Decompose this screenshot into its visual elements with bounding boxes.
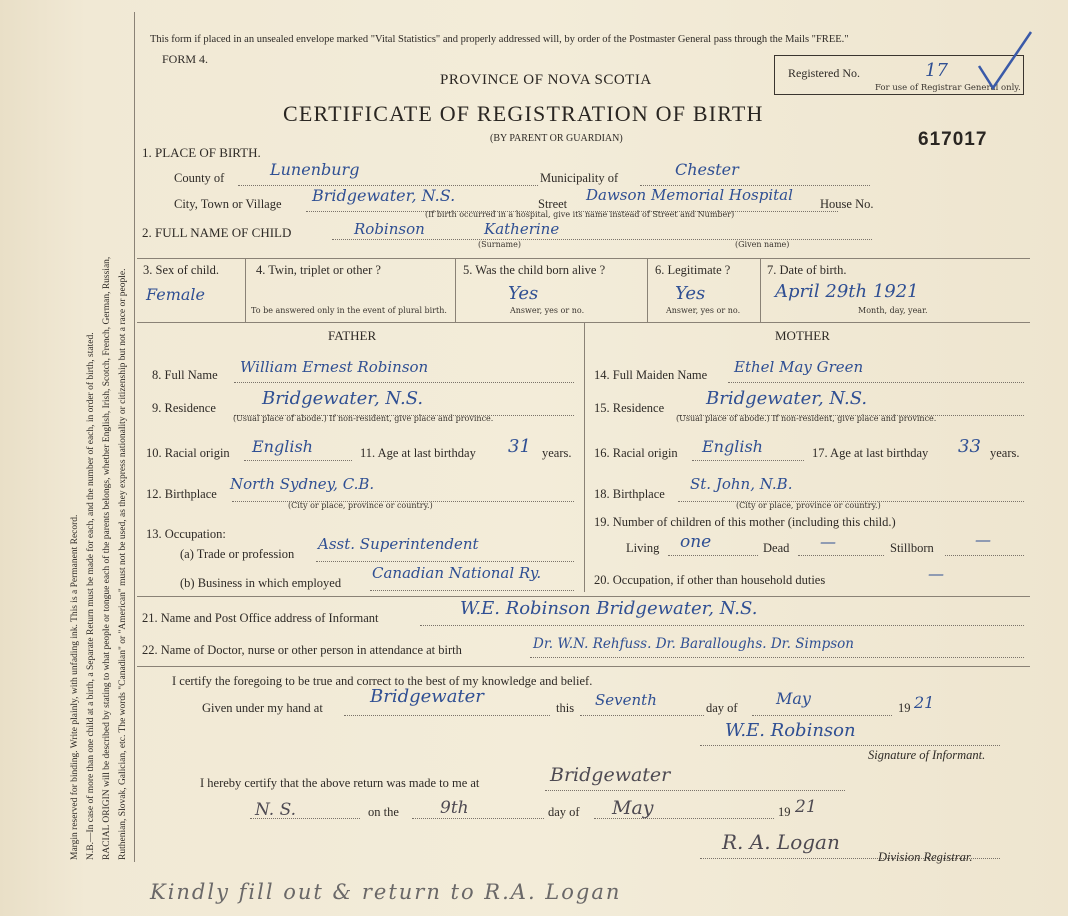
mother-heading: MOTHER (775, 328, 830, 343)
month-value: May (776, 689, 811, 708)
registrar-day-of-label: day of (548, 805, 580, 819)
alive-value: Yes (508, 283, 539, 304)
blue-check-mark (975, 30, 1035, 90)
street-label: Street (538, 197, 568, 211)
municipality-label: Municipality of (540, 171, 619, 185)
legit-note: Answer, yes or no. (666, 306, 741, 315)
father-birthplace: North Sydney, C.B. (230, 475, 375, 493)
informant-signature: W.E. Robinson (725, 720, 856, 741)
legit-label: 6. Legitimate ? (655, 263, 731, 277)
margin-note-1: Margin reserved for binding. Write plainly, with unfading ink. This is a Permanent Record. (70, 514, 80, 860)
alive-label: 5. Was the child born alive ? (463, 263, 606, 277)
mother-years: years. (990, 446, 1020, 460)
mother-age: 33 (958, 436, 981, 457)
certificate-subtitle: (BY PARENT OR GUARDIAN) (490, 133, 623, 144)
given-caption: (Given name) (735, 240, 790, 249)
sex-label: 3. Sex of child. (143, 263, 220, 277)
living-label: Living (626, 541, 660, 555)
father-racial-label: 10. Racial origin (146, 446, 230, 460)
registrar-month: May (612, 797, 654, 819)
dead-value: — (820, 532, 836, 551)
father-heading: FATHER (328, 328, 377, 343)
father-birthplace-note: (City or place, province or country.) (288, 501, 433, 510)
legit-value: Yes (675, 283, 706, 304)
registrar-place: Bridgewater (550, 764, 671, 786)
mother-residence: Bridgewater, N.S. (706, 388, 868, 409)
municipality-value: Chester (675, 160, 739, 179)
father-name-label: 8. Full Name (152, 368, 218, 382)
date-label: 7. Date of birth. (767, 263, 847, 277)
mother-name-label: 14. Full Maiden Name (594, 368, 708, 382)
certificate-title: CERTIFICATE OF REGISTRATION OF BIRTH (283, 101, 764, 126)
father-racial: English (252, 437, 313, 456)
place-of-birth-label: 1. PLACE OF BIRTH. (142, 145, 261, 160)
mother-residence-label: 15. Residence (594, 401, 665, 415)
day-value: Seventh (595, 691, 657, 709)
informant-value: W.E. Robinson Bridgewater, N.S. (460, 598, 758, 619)
margin-note-2: N.B.—In case of more than one child at a birth, a Separate Return must be made for each, and the number of each, in order of birth, stated. (86, 332, 96, 860)
street-value: Dawson Memorial Hospital (586, 186, 793, 204)
father-residence-note: (Usual place of abode.) If non-resident, give place and province. (233, 414, 494, 423)
margin-note-4: Ruthenian, Slovak, Galician, etc. The words "Canadian" or "American" must not be used, as they express nationality or citizenship but not a race or people. (118, 268, 128, 860)
registrar-statement: I hereby certify that the above return was made to me at (200, 776, 480, 790)
this-label: this (556, 701, 575, 715)
registrar-signature: R. A. Logan (722, 830, 840, 854)
mother-birthplace: St. John, N.B. (690, 475, 793, 493)
father-birthplace-label: 12. Birthplace (146, 487, 217, 501)
year-prefix: 19 (898, 701, 911, 715)
mother-racial-label: 16. Racial origin (594, 446, 678, 460)
attendant-label: 22. Name of Doctor, nurse or other person in attendance at birth (142, 643, 462, 657)
registrar-use-note: For use of Registrar General only. (875, 83, 1021, 93)
mother-racial: English (702, 437, 763, 456)
father-residence-label: 9. Residence (152, 401, 216, 415)
father-age: 31 (508, 436, 531, 457)
father-age-label: 11. Age at last birthday (360, 446, 476, 460)
province-title: PROVINCE OF NOVA SCOTIA (440, 72, 652, 88)
trade-label: (a) Trade or profession (180, 547, 295, 561)
registrar-year-prefix: 19 (778, 805, 791, 819)
mother-residence-note: (Usual place of abode.) If non-resident, give place and province. (676, 414, 937, 423)
mother-birthplace-note: (City or place, province or country.) (736, 501, 881, 510)
father-residence: Bridgewater, N.S. (262, 388, 424, 409)
stillborn-label: Stillborn (890, 541, 934, 555)
mother-occupation: — (928, 564, 944, 583)
date-note: Month, day, year. (858, 306, 928, 315)
dead-label: Dead (763, 541, 790, 555)
certificate-number: 617017 (918, 129, 988, 150)
business-value: Canadian National Ry. (372, 564, 542, 582)
registrar-day: 9th (440, 798, 469, 818)
day-of-label: day of (706, 701, 738, 715)
sex-value: Female (146, 285, 205, 304)
informant-label: 21. Name and Post Office address of Informant (142, 611, 379, 625)
county-value: Lunenburg (270, 160, 360, 179)
hospital-note: (If birth occurred in a hospital, give its name instead of Street and Number) (425, 210, 735, 219)
informant-signature-caption: Signature of Informant. (868, 748, 986, 762)
date-value: April 29th 1921 (775, 281, 919, 302)
county-label: County of (174, 171, 225, 185)
given-place: Bridgewater (370, 686, 484, 707)
form-number: FORM 4. (162, 52, 209, 66)
certify-statement: I certify the foregoing to be true and correct to the best of my knowledge and belief. (172, 674, 593, 688)
child-name-label: 2. FULL NAME OF CHILD (142, 225, 292, 240)
house-label: House No. (820, 197, 874, 211)
city-label: City, Town or Village (174, 197, 282, 211)
registrar-province: N. S. (255, 800, 297, 820)
mail-note: This form if placed in an unsealed envelope marked "Vital Statistics" and properly addressed will, by order of the Postmaster General pass through the Mails "FREE." (150, 34, 849, 45)
alive-note: Answer, yes or no. (510, 306, 585, 315)
occupation-label: 13. Occupation: (146, 527, 226, 541)
registrar-year-suffix: 21 (795, 797, 817, 817)
child-given-name: Katherine (484, 220, 560, 238)
registrar-caption: Division Registrar. (878, 850, 973, 864)
business-label: (b) Business in which employed (180, 576, 342, 590)
mother-name: Ethel May Green (734, 358, 864, 376)
children-count-label: 19. Number of children of this mother (including this child.) (594, 515, 896, 529)
on-the-label: on the (368, 805, 399, 819)
twin-note: To be answered only in the event of plural birth. (251, 306, 447, 315)
margin-note-3: RACIAL ORIGIN will be described by stating to what people or tongue each of the parents belongs, whether English, Irish, Scotch, French, German, Russian, (102, 256, 112, 860)
stillborn-value: — (975, 530, 991, 549)
year-suffix: 21 (914, 693, 935, 712)
left-border (134, 12, 135, 862)
child-surname: Robinson (354, 220, 425, 238)
father-years: years. (542, 446, 572, 460)
mother-occupation-label: 20. Occupation, if other than household duties (594, 573, 826, 587)
attendant-value: Dr. W.N. Rehfuss. Dr. Baralloughs. Dr. Simpson (533, 636, 854, 652)
pencil-footer-note: Kindly fill out & return to R.A. Logan (150, 880, 622, 904)
registered-label: Registered No. (788, 66, 860, 80)
given-under-label: Given under my hand at (202, 701, 323, 715)
living-value: one (680, 532, 712, 552)
mother-birthplace-label: 18. Birthplace (594, 487, 665, 501)
mother-age-label: 17. Age at last birthday (812, 446, 929, 460)
trade-value: Asst. Superintendent (318, 535, 479, 553)
city-value: Bridgewater, N.S. (312, 186, 456, 205)
father-name: William Ernest Robinson (240, 358, 429, 376)
surname-caption: (Surname) (478, 240, 521, 249)
registered-value: 17 (925, 60, 948, 81)
twin-label: 4. Twin, triplet or other ? (256, 263, 381, 277)
